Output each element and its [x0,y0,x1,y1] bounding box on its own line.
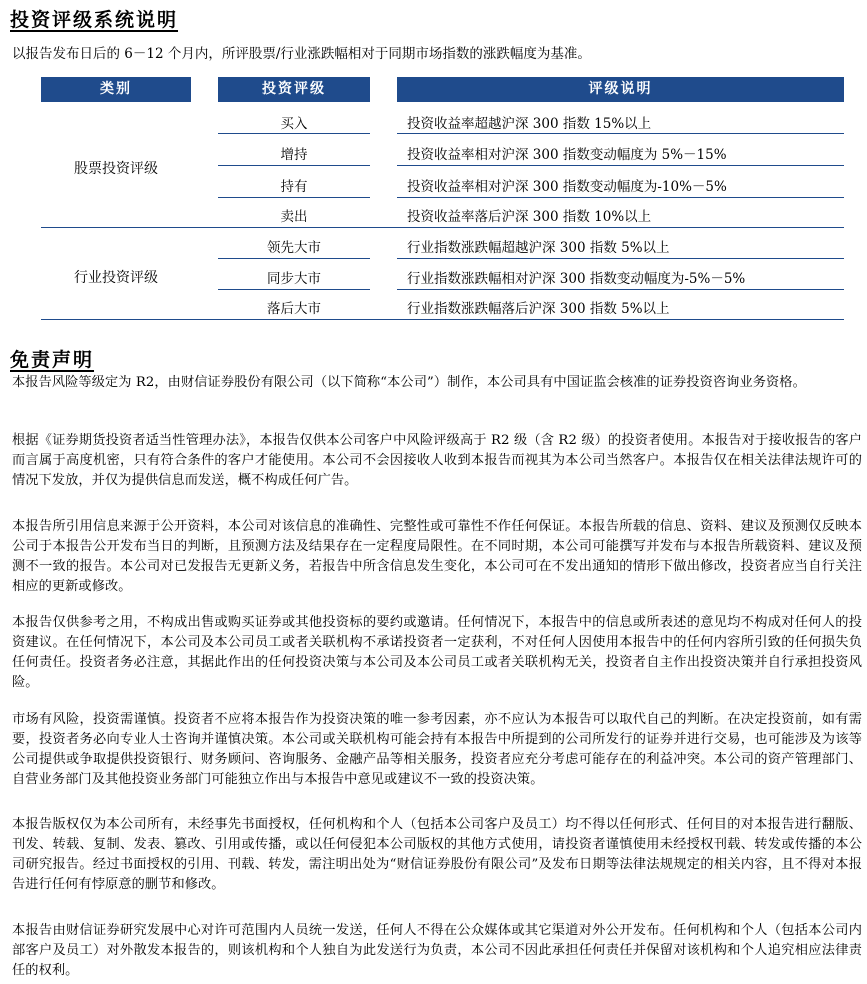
header-rating: 投资评级 [218,77,370,102]
rating-cell: 同步大市 [267,271,321,287]
table-bottom-border [41,319,844,320]
description-cell: 行业指数涨跌幅落后沪深 300 指数 5%以上 [407,301,670,317]
description-cell: 投资收益率相对沪深 300 指数变动幅度为 5%－15% [407,147,727,163]
rating-section-title: 投资评级系统说明 [10,9,179,31]
description-cell: 行业指数涨跌幅超越沪深 300 指数 5%以上 [407,240,670,256]
rating-cell: 落后大市 [267,301,321,317]
category-industry: 行业投资评级 [74,270,158,286]
rating-cell: 持有 [280,179,308,195]
rating-intro: 以报告发布日后的 6－12 个月内，所评股票/行业涨跌幅相对于同期市场指数的涨跌幅度为基准。 [12,46,591,62]
row-divider [397,133,844,134]
row-divider [397,197,844,198]
row-divider [218,165,370,166]
header-category: 类别 [41,77,191,102]
description-cell: 投资收益率落后沪深 300 指数 10%以上 [407,209,652,225]
disclaimer-paragraph: 本报告由财信证券研究发展中心对许可范围内人员统一发送，任何人不得在公众媒体或其它渠道对外公开发布。任何机构和个人（包括本公司内部客户及员工）对外散发本报告的，则该机构和个人独自为此发送行为负责，本公司不因此承担任何责任并保留对该机构和个人追究相应法律责任的权利。 [12,923,862,978]
row-divider [218,289,370,290]
row-divider [397,258,844,259]
disclaimer-paragraph: 本报告版权仅为本公司所有，未经事先书面授权，任何机构和个人（包括本公司客户及员工）均不得以任何形式、任何目的对本报告进行翻版、刊发、转载、复制、发表、篡改、引用或传播，或以任何侵犯本公司版权的其他方式使用，请投资者谨慎使用未经授权刊载、转发或传播的本公司研究报告。经过书面授权的引用、刊载、转发，需注明出处为“财信证券股份有限公司”及发布日期等法律法规规定的相关内容，且不得对本报告进行任何有悖原意的删节和修改。 [12,817,862,892]
rating-cell: 买入 [280,116,308,132]
disclaimer-paragraph: 本报告风险等级定为 R2，由财信证券股份有限公司（以下简称“本公司”）制作，本公司具有中国证监会核准的证券投资咨询业务资格。 [12,375,806,390]
disclaimer-paragraph: 根据《证券期货投资者适当性管理办法》，本报告仅供本公司客户中风险评级高于 R2 级（含 R2 级）的投资者使用。本报告对于接收报告的客户而言属于高度机密，只有符合条件的客户才能使用。本公司不会因接收人收到本报告而视其为本公司当然客户。本报告仅在相关法律法规许可的情况下发放，并仅为提供信息而发送，概不构成任何广告。 [12,433,862,488]
disclaimer-paragraph: 市场有风险，投资需谨慎。投资者不应将本报告作为投资决策的唯一参考因素，亦不应认为本报告可以取代自己的判断。在决定投资前，如有需要，投资者务必向专业人士咨询并谨慎决策。本公司或关联机构可能会持有本报告中所提到的公司所发行的证券并进行交易，也可能涉及为该等公司提供或争取提供投资银行、财务顾问、咨询服务、金融产品等相关服务，投资者应充分考虑可能存在的利益冲突。本公司的资产管理部门、自营业务部门及其他投资业务部门可能独立作出与本报告中意见或建议不一致的投资决策。 [12,712,862,787]
disclaimer-section-title: 免责声明 [10,349,95,371]
disclaimer-paragraph: 本报告所引用信息来源于公开资料，本公司对该信息的准确性、完整性或可靠性不作任何保证。本报告所载的信息、资料、建议及预测仅反映本公司于本报告公开发布当日的判断，且预测方法及结果存在一定程度局限性。在不同时期，本公司可能撰写并发布与本报告所载资料、建议及预测不一致的报告。本公司对已发报告无更新义务，若报告中所含信息发生变化，本公司可在不发出通知的情形下做出修改，投资者应当自行关注相应的更新或修改。 [12,519,862,594]
group-divider [41,227,844,228]
row-divider [397,165,844,166]
row-divider [218,133,370,134]
rating-cell: 领先大市 [267,240,321,256]
disclaimer-paragraph: 本报告仅供参考之用，不构成出售或购买证券或其他投资标的要约或邀请。任何情况下，本报告中的信息或所表述的意见均不构成对任何人的投资建议。在任何情况下，本公司及本公司员工或者关联机构不承诺投资者一定获利，不对任何人因使用本报告中的任何内容所引致的任何损失负任何责任。投资者务必注意，其据此作出的任何投资决策与本公司及本公司员工或者关联机构无关，投资者自主作出投资决策并自行承担投资风险。 [12,615,862,690]
rating-cell: 增持 [280,147,308,163]
row-divider [218,258,370,259]
row-divider [218,197,370,198]
description-cell: 行业指数涨跌幅相对沪深 300 指数变动幅度为-5%－5% [407,271,746,287]
row-divider [397,289,844,290]
header-description: 评级说明 [397,77,844,102]
category-stock: 股票投资评级 [74,161,158,177]
rating-cell: 卖出 [280,209,308,225]
description-cell: 投资收益率相对沪深 300 指数变动幅度为-10%－5% [407,179,727,195]
description-cell: 投资收益率超越沪深 300 指数 15%以上 [407,116,652,132]
